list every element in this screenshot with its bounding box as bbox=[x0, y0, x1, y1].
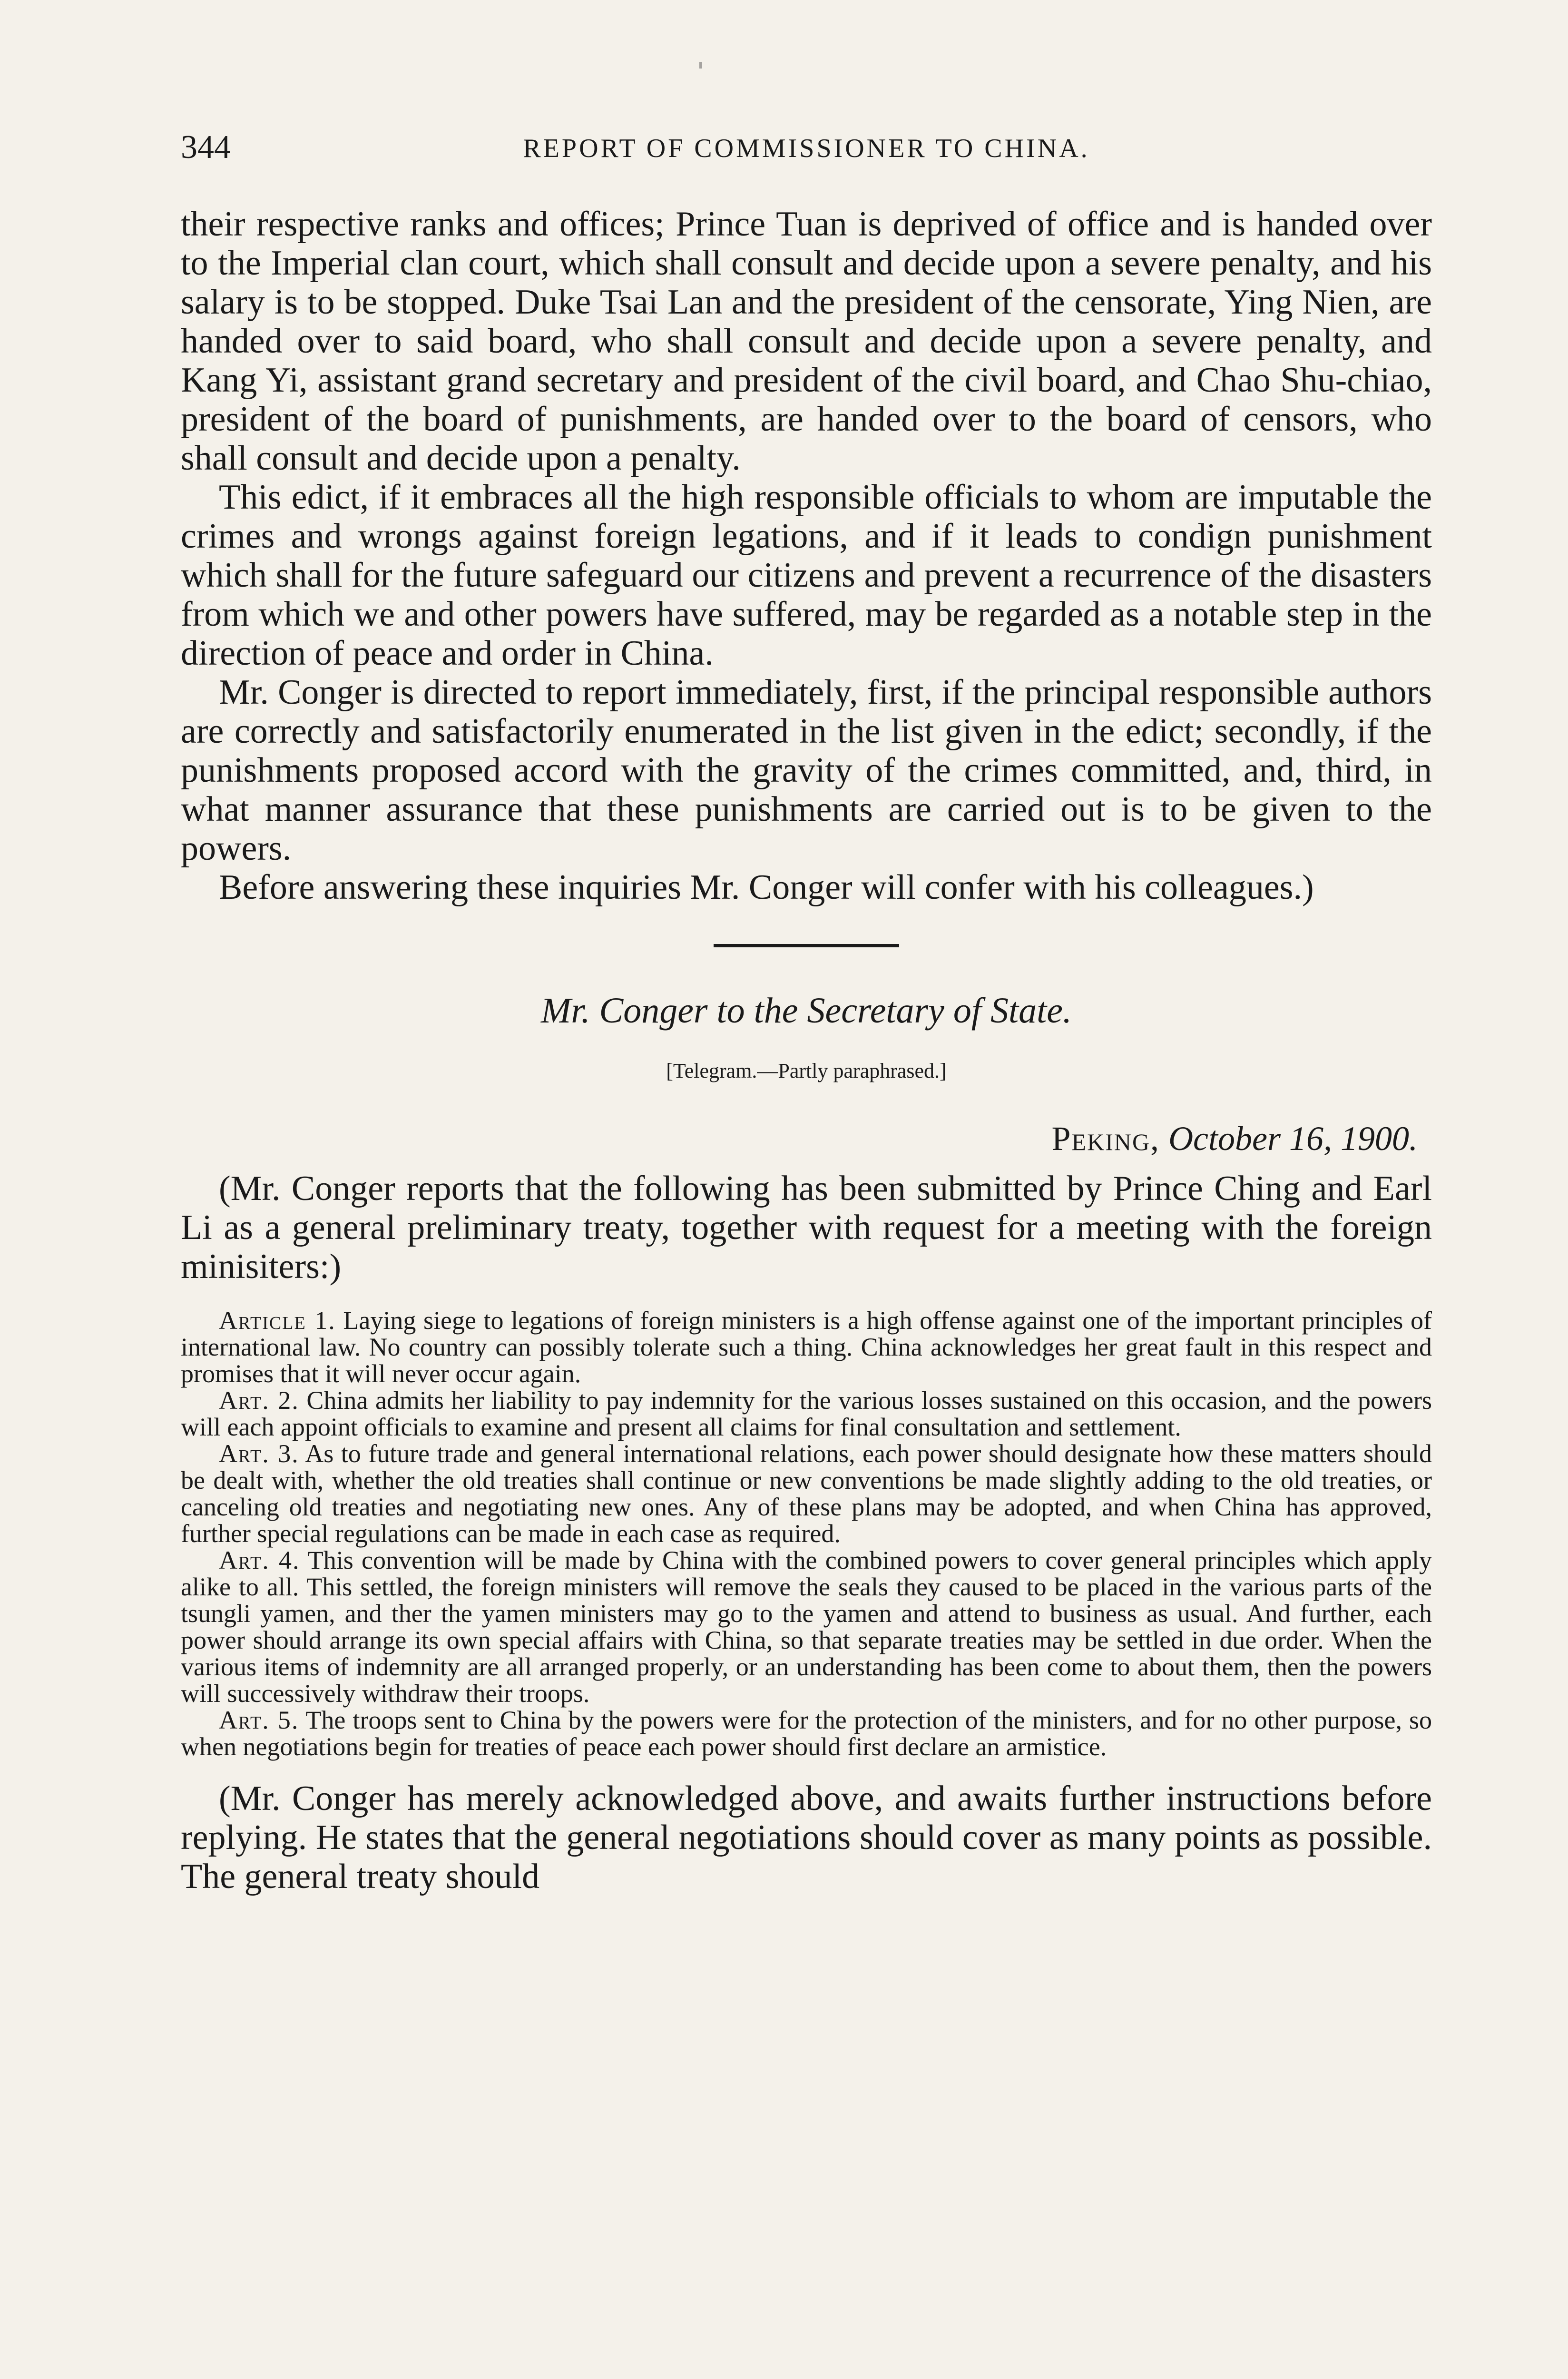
directive-paragraph: Mr. Conger is directed to report immediately, first, if the principal responsible authors are correctly and satisfactorily enumerated in the list given in the edict; secondly, if the punishments proposed accord with the gravity of the crimes committed, and, third, in what manner assurance that these punishments are carried out is to be given to the powers. bbox=[181, 673, 1432, 868]
page-header bbox=[181, 128, 1432, 171]
article-5-text: The troops sent to China by the powers were for the protection of the ministers, and for no other purpose, so when negotiations begin for treaties of peace each power should first declare an armistice. bbox=[181, 1706, 1432, 1761]
running-head: REPORT OF COMMISSIONER TO CHINA. bbox=[523, 134, 1090, 163]
telegram-note: [Telegram.—Partly paraphrased.] bbox=[666, 1059, 947, 1082]
dateline bbox=[181, 1119, 1432, 1159]
article-4 bbox=[181, 1547, 1432, 1707]
section-divider bbox=[714, 944, 899, 947]
article-5 bbox=[181, 1707, 1432, 1760]
letter-intro: (Mr. Conger reports that the following has been submitted by Prince Ching and Earl Li as a general preliminary treaty, together with request for a meeting with the foreign minisiters:) bbox=[181, 1169, 1432, 1286]
article-2-text: China admits her liability to pay indemnity for the various losses sustained on this occasion, and the powers will each appoint officials to examine and present all claims for final consultation and settlement. bbox=[181, 1386, 1432, 1441]
scan-artifact-top bbox=[699, 62, 702, 69]
article-4-label: Art. 4. bbox=[219, 1546, 300, 1574]
continued-paragraph: their respective ranks and offices; Prince Tuan is deprived of office and is handed over to the Imperial clan court, which shall consult and decide upon a severe penalty, and his salary is to be stopped. Duke Tsai Lan and the president of the censorate, Ying Nien, are handed over to said board, who shall consult and decide upon a severe penalty, and Kang Yi, assistant grand secretary and president of the civil board, and Chao Shu-chiao, president of the board of punishments, are handed over to the board of censors, who shall consult and decide upon a penalty. bbox=[181, 205, 1432, 478]
dateline-date: October 16, 1900. bbox=[1168, 1120, 1418, 1158]
confer-paragraph: Before answering these inquiries Mr. Conger will confer with his colleagues.) bbox=[219, 868, 1314, 907]
article-1 bbox=[181, 1307, 1432, 1387]
article-1-text: Laying siege to legations of foreign ministers is a high offense against one of the important principles of international law. No country can possibly tolerate such a thing. China acknowledges her great fault in this respect and promises that it will never occur again. bbox=[181, 1306, 1432, 1388]
article-3-label: Art. 3. bbox=[219, 1439, 299, 1468]
document-page bbox=[181, 128, 1432, 1896]
article-4-text: This convention will be made by China with the combined powers to cover general principles which apply alike to all. This settled, the foreign ministers will remove the seals they caused to be placed in the various parts of the tsungli yamen, and ther the yamen ministers may go to the yamen and attend to business as usual. And further, each power should arrange its own special affairs with China, so that separate treaties may be settled in due order. When the various items of indemnity are all arranged properly, or an understanding has been come to about them, then the powers will successively withdraw their troops. bbox=[181, 1546, 1432, 1708]
page-number: 344 bbox=[181, 129, 231, 166]
article-1-label: Article 1. bbox=[219, 1306, 336, 1335]
closing-paragraph: (Mr. Conger has merely acknowledged above, and awaits further instructions before replying. He states that the general negotiations should cover as many points as possible. The general treaty should bbox=[181, 1779, 1432, 1896]
article-2-label: Art. 2. bbox=[219, 1386, 299, 1415]
treaty-articles bbox=[181, 1307, 1432, 1760]
dateline-place: Peking, bbox=[1051, 1120, 1160, 1158]
article-3 bbox=[181, 1440, 1432, 1547]
article-2 bbox=[181, 1387, 1432, 1440]
article-5-label: Art. 5. bbox=[219, 1706, 299, 1734]
article-3-text: As to future trade and general international relations, each power should designate how these matters should be dealt with, whether the old treaties shall continue or new conventions be made slightly adding to the old treaties, or canceling old treaties and negotiating new ones. Any of these plans may be adopted, and when China has approved, further special regulations can be made in each case as required. bbox=[181, 1439, 1432, 1548]
letter-title: Mr. Conger to the Secretary of State. bbox=[541, 991, 1072, 1031]
edict-paragraph: This edict, if it embraces all the high responsible officials to whom are imputable the crimes and wrongs against foreign legations, and if it leads to condign punishment which shall for the future safeguard our citizens and prevent a recurrence of the disasters from which we and other powers have suffered, may be regarded as a notable step in the direction of peace and order in China. bbox=[181, 478, 1432, 673]
